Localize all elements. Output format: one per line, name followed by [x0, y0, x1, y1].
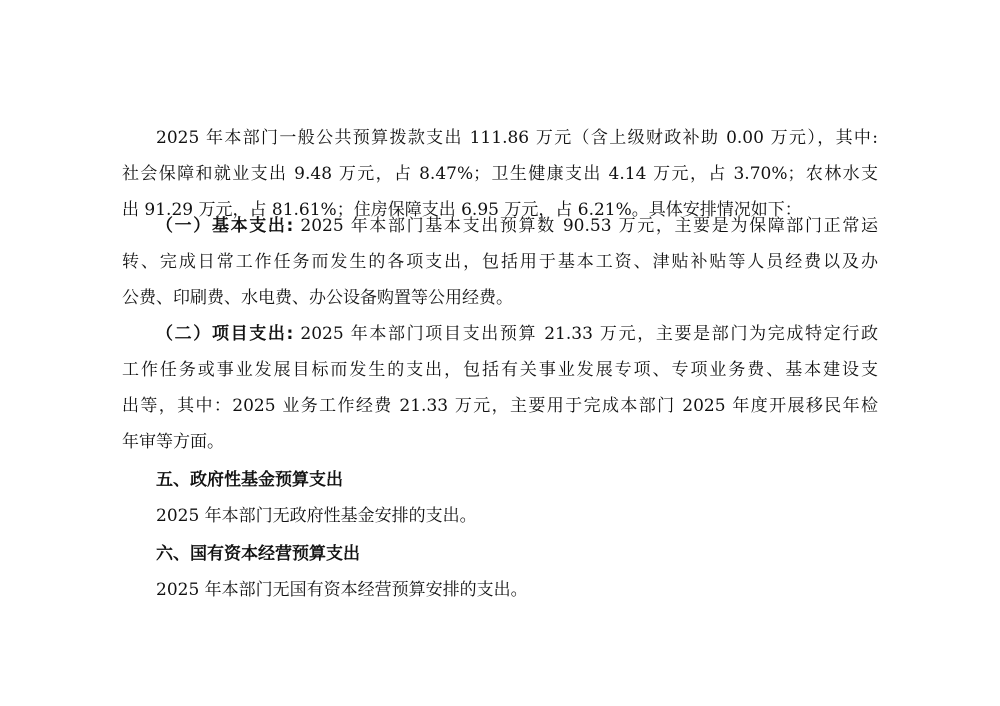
paragraph-line: 社会保障和就业支出 9.48 万元，占 8.47%；卫生健康支出 4.14 万元，占 3.70%；农林水支: [122, 164, 878, 184]
section-text-5: 2025 年本部门无政府性基金安排的支出。: [156, 506, 477, 526]
paragraph-line: 转、完成日常工作任务而发生的各项支出，包括用于基本工资、津贴补贴等人员经费以及办: [122, 252, 878, 272]
basic-expense-text: 2025 年本部门基本支出预算数 90.53 万元，主要是为保障部门正常运: [293, 216, 878, 236]
basic-expense-line: [122, 208, 878, 244]
project-expense-text: 2025 年本部门项目支出预算 21.33 万元，主要是部门为完成特定行政: [293, 324, 878, 344]
paragraph-line: 年审等方面。: [122, 432, 224, 452]
paragraph-line: 2025 年本部门一般公共预算拨款支出 111.86 万元（含上级财政补助 0.00 万元），其中:: [156, 128, 878, 148]
paragraph-line: 工作任务或事业发展目标而发生的支出，包括有关事业发展专项、专项业务费、基本建设支: [122, 360, 878, 380]
section-heading-5: 五、政府性基金预算支出: [156, 470, 343, 490]
paragraph-line: 出等，其中：2025 业务工作经费 21.33 万元，主要用于完成本部门 2025 年度开展移民年检: [122, 396, 878, 416]
project-expense-label: （二）项目支出:: [156, 324, 294, 344]
paragraph-line: 出 91.29 万元，占 81.61%；住房保障支出 6.95 万元，占 6.21%。具体安排情况如下：: [122, 200, 802, 220]
section-text-6: 2025 年本部门无国有资本经营预算安排的支出。: [156, 580, 528, 600]
project-expense-line: [122, 316, 878, 352]
basic-expense-label: （一）基本支出:: [156, 216, 294, 236]
paragraph-line: 公费、印刷费、水电费、办公设备购置等公用经费。: [122, 288, 513, 308]
section-heading-6: 六、国有资本经营预算支出: [156, 544, 360, 564]
